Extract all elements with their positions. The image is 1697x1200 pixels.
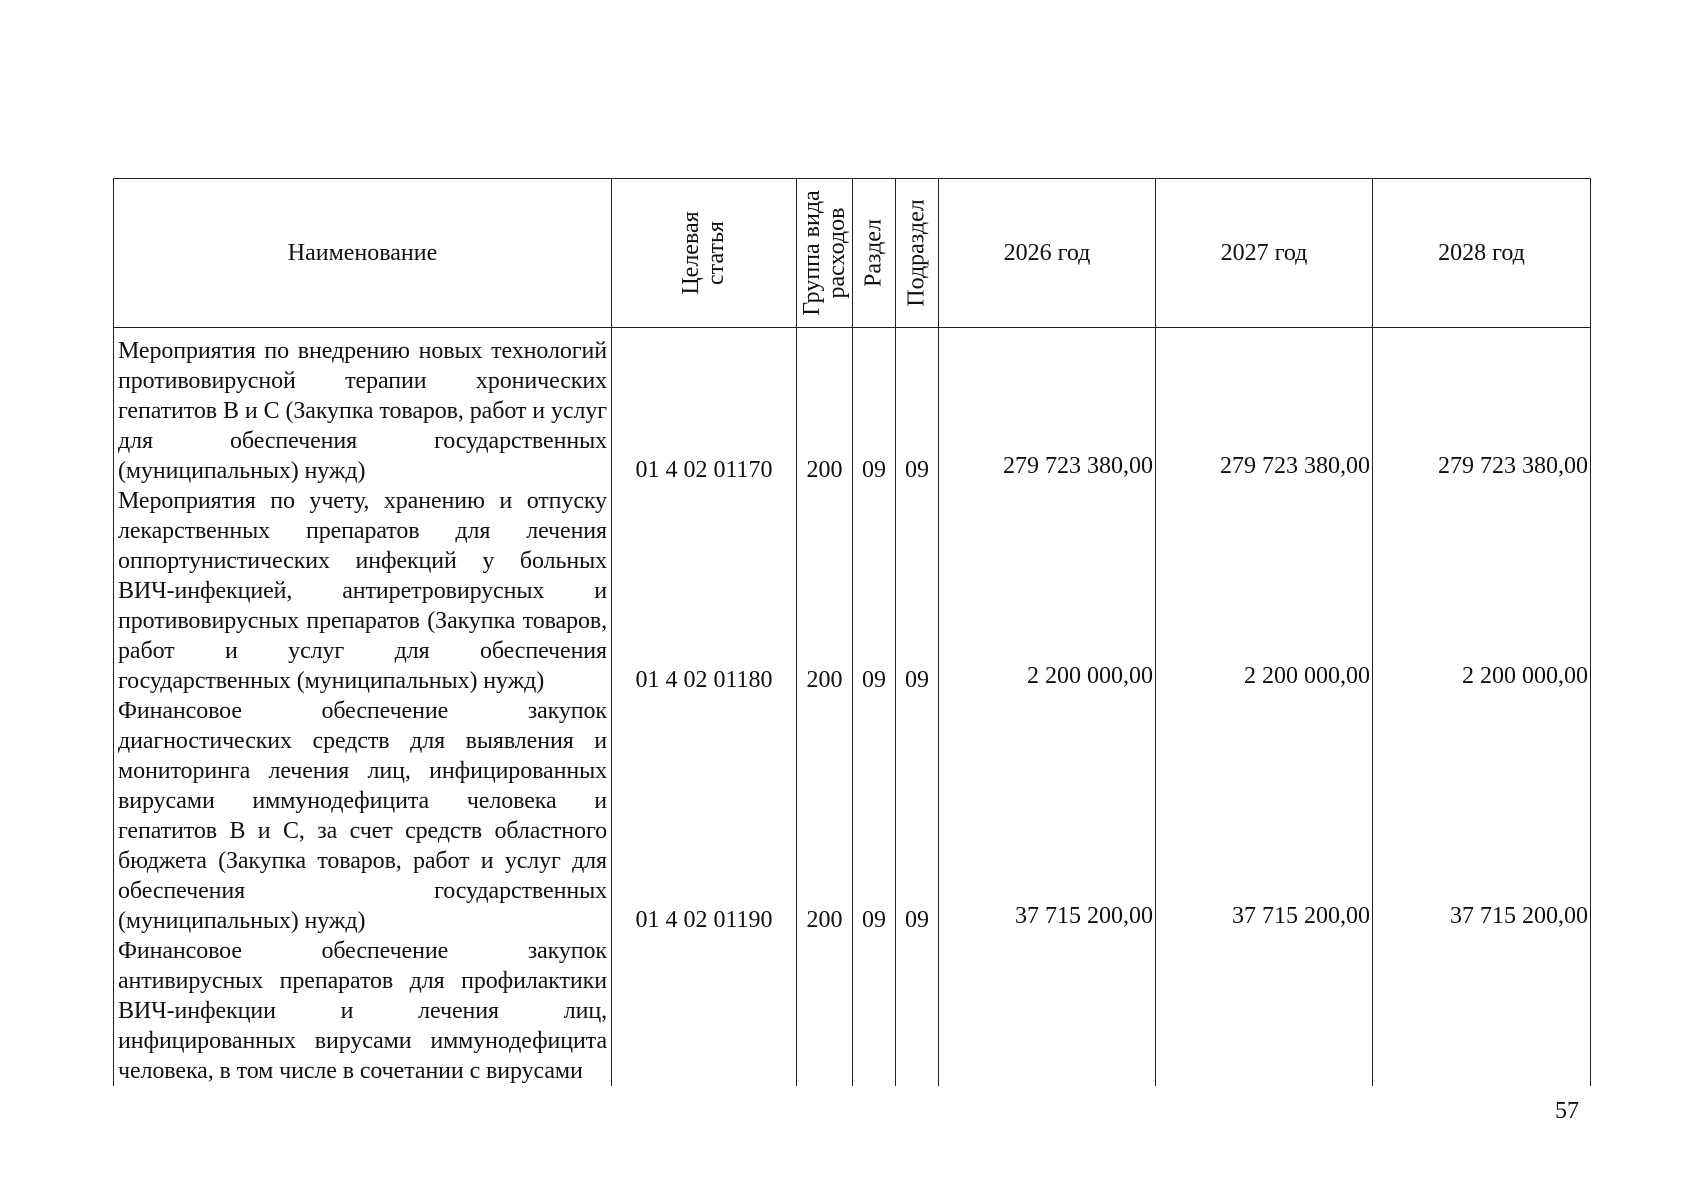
row-name: Мероприятия по внедрению новых технологий противовирусной терапии хронических гепатитов B и C (Закупка товаров, работ и услуг для обеспечения государственных (муниципальных) нужд) <box>114 328 612 487</box>
row-section: 09 <box>853 486 896 696</box>
row-section: 09 <box>853 696 896 936</box>
table-row <box>114 328 1591 487</box>
row-amount-2027 <box>1156 936 1373 1086</box>
row-section <box>853 936 896 1086</box>
row-amount-2027: 37 715 200,00 <box>1156 696 1373 936</box>
row-amount-2028: 279 723 380,00 <box>1373 328 1591 487</box>
page-number: 57 <box>1555 1098 1579 1124</box>
row-target: 01 4 02 01180 <box>612 486 797 696</box>
row-name: Финансовое обеспечение закупок диагностических средств для выявления и мониторинга лечения лиц, инфицированных вирусами иммунодефицита человека и гепатитов B и C, за счет средств областного бюджета (Закупка товаров, работ и услуг для обеспечения государственных (муниципальных) нужд) <box>114 696 612 936</box>
row-amount-2027: 279 723 380,00 <box>1156 328 1373 487</box>
row-target <box>612 936 797 1086</box>
row-group: 200 <box>797 696 853 936</box>
header-name: Наименование <box>114 179 612 328</box>
row-subsection: 09 <box>896 486 939 696</box>
row-amount-2028: 2 200 000,00 <box>1373 486 1591 696</box>
header-expense-group: Группа вида расходов <box>797 179 853 328</box>
row-subsection <box>896 936 939 1086</box>
header-target-article: Целевая статья <box>612 179 797 328</box>
row-target: 01 4 02 01170 <box>612 328 797 487</box>
header-year-2028: 2028 год <box>1373 179 1591 328</box>
row-amount-2026 <box>939 936 1156 1086</box>
row-section: 09 <box>853 328 896 487</box>
header-year-2026: 2026 год <box>939 179 1156 328</box>
row-name: Финансовое обеспечение закупок антивирусных препаратов для профилактики ВИЧ-инфекции и лечения лиц, инфицированных вирусами иммунодефицита человека, в том числе в сочетании с вирусами <box>114 936 612 1086</box>
row-subsection: 09 <box>896 696 939 936</box>
budget-table <box>113 178 1591 1086</box>
row-amount-2027: 2 200 000,00 <box>1156 486 1373 696</box>
row-amount-2028 <box>1373 936 1591 1086</box>
header-year-2027: 2027 год <box>1156 179 1373 328</box>
table-row <box>114 936 1591 1086</box>
row-name: Мероприятия по учету, хранению и отпуску лекарственных препаратов для лечения оппортунистических инфекций у больных ВИЧ-инфекцией, антиретровирусных и противовирусных препаратов (Закупка товаров, работ и услуг для обеспечения государственных (муниципальных) нужд) <box>114 486 612 696</box>
row-target: 01 4 02 01190 <box>612 696 797 936</box>
row-amount-2026: 37 715 200,00 <box>939 696 1156 936</box>
row-subsection: 09 <box>896 328 939 487</box>
table-header-row <box>114 179 1591 328</box>
row-group <box>797 936 853 1086</box>
row-amount-2028: 37 715 200,00 <box>1373 696 1591 936</box>
row-amount-2026: 279 723 380,00 <box>939 328 1156 487</box>
header-section: Раздел <box>853 179 896 328</box>
row-amount-2026: 2 200 000,00 <box>939 486 1156 696</box>
row-group: 200 <box>797 328 853 487</box>
row-group: 200 <box>797 486 853 696</box>
table-row <box>114 696 1591 936</box>
table-row <box>114 486 1591 696</box>
header-subsection: Подраздел <box>896 179 939 328</box>
